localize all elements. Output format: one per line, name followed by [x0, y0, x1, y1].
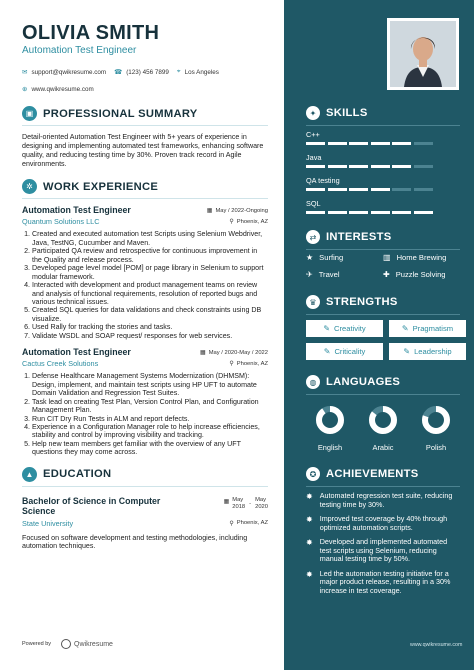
list-item: 4. Interacted with development and product management teams on review and analysis of functional requirements, resolution of reported bugs and various technical issues. [32, 281, 268, 306]
experience-title: WORK EXPERIENCE [43, 180, 159, 193]
language-item [310, 405, 350, 452]
site-footer[interactable]: www.qwikresume.com [410, 642, 463, 648]
interest-item [383, 270, 460, 279]
school-name: State University [22, 518, 74, 528]
degree: Bachelor of Science in Computer Science [22, 495, 161, 517]
achievements-title: ACHIEVEMENTS [326, 468, 419, 480]
skill-level-segment [392, 211, 411, 214]
education-location-text: Phoenix, AZ [236, 520, 268, 527]
skill-name: C++ [306, 130, 320, 139]
edu-start-month: May [232, 496, 244, 503]
strength-label: Criticality [334, 347, 366, 356]
skill-level-bar [306, 165, 460, 168]
skill-name: SQL [306, 199, 321, 208]
company-name: Cactus Creek Solutions [22, 359, 99, 369]
achievements-heading [306, 467, 460, 487]
award-icon: ✸ [306, 492, 313, 501]
summary-heading [22, 106, 268, 126]
medal-icon: ✪ [306, 467, 320, 481]
location-pin-icon: ⚲ [229, 219, 234, 226]
globe-icon: ◍ [306, 375, 320, 389]
skill-level-segment [371, 142, 390, 145]
pencil-icon: ✎ [403, 347, 411, 356]
skill-item [306, 153, 460, 168]
contact-email[interactable] [22, 68, 106, 76]
skill-level-segment [414, 188, 433, 191]
achievement-text: Developed and implemented automated test scripts using Selenium, reducing manual testing time by 50%. [319, 537, 448, 563]
skill-item [306, 176, 460, 191]
job-location [229, 218, 268, 225]
job-location-text: Phoenix, AZ [236, 360, 268, 367]
shuffle-icon: ⇄ [306, 230, 320, 244]
skill-level-segment [306, 188, 325, 191]
skill-level-segment [371, 188, 390, 191]
pencil-icon: ✎ [323, 347, 331, 356]
experience-heading [22, 179, 268, 199]
job-dates-text: May / 2020-May / 2022 [208, 349, 268, 356]
interest-label: Surfing [319, 253, 344, 262]
strengths-heading [306, 295, 460, 315]
candidate-name: OLIVIA SMITH [22, 22, 160, 44]
languages-list [306, 405, 460, 452]
location-pin-icon: ⌖ [176, 68, 181, 75]
strength-chip [306, 343, 383, 360]
skills-heading [306, 106, 460, 126]
brand-name[interactable]: Qwikresume [74, 640, 113, 648]
education-location [229, 520, 268, 527]
skill-level-segment [392, 142, 411, 145]
language-item [416, 405, 456, 452]
language-name: Polish [425, 443, 447, 452]
contact-phone[interactable] [114, 68, 169, 76]
languages-title: LANGUAGES [326, 376, 401, 388]
skill-item [306, 199, 460, 214]
skill-name: Java [306, 153, 322, 162]
skill-item [306, 130, 460, 145]
achievement-item [306, 492, 460, 509]
calendar-icon: ▦ [223, 498, 230, 505]
graduation-cap-icon: ▲ [22, 467, 37, 482]
plane-icon: ✈ [306, 270, 313, 279]
list-item: 1. Created and executed automation test Scripts using Selenium Webdriver, Java, TestNG, Cucumber and Maven. [32, 230, 268, 247]
skill-level-segment [371, 165, 390, 168]
skill-level-segment [349, 142, 368, 145]
pencil-icon: ✎ [323, 324, 331, 333]
award-icon: ✸ [306, 515, 313, 524]
job-dates [207, 207, 268, 214]
puzzle-icon: ✚ [383, 270, 390, 279]
strengths-title: STRENGTHS [326, 296, 398, 308]
calendar-icon: ▦ [206, 208, 213, 215]
skill-level-segment [349, 165, 368, 168]
interests-heading [306, 230, 460, 250]
interest-label: Travel [318, 270, 340, 279]
achievement-text: Led the automation testing initiative for a major product release, resulting in a 30% increase in test coverage. [319, 568, 451, 595]
link-icon: ⊕ [22, 86, 28, 93]
skills-title: SKILLS [326, 107, 368, 119]
skill-level-segment [328, 142, 347, 145]
list-item: 5. Created SQL queries for data validations and check constraints using DB visualize. [32, 306, 268, 323]
language-ring-fill [319, 409, 341, 431]
skill-level-bar [306, 211, 460, 214]
beer-icon: ▥ [383, 253, 391, 262]
language-name: Arabic [372, 443, 394, 452]
phone-icon: ☎ [114, 69, 123, 76]
education-heading [22, 467, 268, 487]
job-bullets [22, 372, 268, 457]
list-item: 2. Participated QA review and retrospective for continuous improvement in the Quality and release process. [32, 247, 268, 264]
contact-location [177, 68, 219, 76]
list-item: 7. Validate WSDL and SOAP request/ responses for web services. [32, 332, 268, 340]
list-item: 6. Used Rally for tracking the stories and tasks. [32, 323, 268, 331]
trophy-icon: ♛ [306, 295, 320, 309]
strength-label: Leadership [414, 347, 452, 356]
skill-level-segment [349, 211, 368, 214]
skill-level-segment [414, 142, 433, 145]
skill-level-segment [392, 165, 411, 168]
summary-text: Detail-oriented Automation Test Engineer with 5+ years of experience in designing and implementing automated test frameworks, enhancing software quality, and reducing testing time by 30%. Proven track record in Agile environments. [22, 133, 264, 169]
skill-name: QA testing [306, 176, 340, 185]
language-item [363, 405, 403, 452]
location-text: Los Angeles [184, 68, 219, 76]
interest-item [306, 270, 383, 279]
award-icon: ✸ [306, 569, 313, 579]
skill-level-bar [306, 188, 460, 191]
website-text: www.qwikresume.com [31, 85, 94, 93]
education-title: EDUCATION [43, 468, 112, 481]
interests-title: INTERESTS [326, 231, 392, 243]
strength-label: Creativity [334, 324, 366, 333]
interest-item [306, 253, 383, 262]
gear-icon: ✲ [22, 179, 37, 194]
interest-label: Home Brewing [396, 253, 447, 262]
skill-level-segment [328, 211, 347, 214]
job-title: Automation Test Engineer [22, 347, 131, 358]
mail-icon: ✉ [22, 69, 28, 76]
sidebar [284, 0, 474, 670]
phone-text: (123) 456 7899 [126, 68, 169, 76]
skill-level-segment [306, 165, 325, 168]
email-text: support@qwikresume.com [31, 68, 107, 76]
job-entry-2 [22, 347, 268, 457]
strength-label: Pragmatism [412, 324, 454, 333]
interests-list [306, 253, 460, 279]
education-dates: ▦ May 2018 - May 2020 [223, 496, 268, 510]
job-dates [200, 349, 268, 356]
interest-item [383, 253, 460, 262]
education-note: Focused on software development and testing methodologies, including automation techniques. [22, 533, 248, 551]
list-item: 5. Help new team members get familiar with the overview of any UFT questions they may come across. [32, 440, 268, 457]
location-pin-icon: ⚲ [229, 361, 234, 368]
location-pin-icon: ⚲ [229, 520, 234, 527]
edu-end-month: May [255, 496, 267, 503]
achievements-list [306, 492, 460, 601]
language-name: English [317, 443, 343, 452]
skill-level-segment [414, 165, 433, 168]
list-item: 3. Run CIT Dry Run Tests in ALM and report defects. [32, 415, 268, 423]
skill-level-segment [371, 211, 390, 214]
star-icon: ★ [306, 253, 314, 262]
job-entry-1 [22, 205, 268, 340]
list-item: 2. Task lead on creating Test Plan, Version Control Plan, and Configuration Management Plan. [32, 398, 268, 415]
pencil-icon: ✎ [401, 324, 409, 333]
powered-by-footer [22, 639, 113, 649]
powered-by-text: Powered by [22, 641, 52, 647]
language-level-ring [368, 405, 398, 435]
award-icon: ✸ [306, 538, 313, 547]
job-location [229, 360, 268, 367]
language-level-ring [315, 405, 345, 435]
achievement-item [306, 538, 460, 564]
company-name: Quantum Solutions LLC [22, 217, 100, 227]
summary-title: PROFESSIONAL SUMMARY [43, 107, 198, 120]
strengths-list [306, 320, 466, 360]
edu-start-year: 2018 [232, 503, 246, 510]
list-item: 3. Developed page level model [POM] or page library in Selenium to support modular framework. [32, 264, 268, 281]
list-item: 4. Experience in a Configuration Manager role to help increase efficiencies, stability and control by improving visibility and tracking. [32, 423, 268, 440]
briefcase-icon: ▣ [22, 106, 37, 121]
calendar-icon: ▦ [200, 350, 206, 357]
achievement-item [306, 570, 460, 596]
skill-level-segment [328, 165, 347, 168]
job-title: Automation Test Engineer [22, 205, 131, 216]
profile-photo [387, 18, 459, 90]
contact-website[interactable] [22, 85, 94, 93]
achievement-text: Automated regression test suite, reducing testing time by 30%. [319, 491, 453, 509]
skill-level-segment [349, 188, 368, 191]
languages-heading [306, 375, 460, 395]
strength-chip [389, 320, 466, 337]
edu-end-year: 2020 [255, 503, 268, 510]
interest-label: Puzzle Solving [395, 270, 446, 279]
list-item: 1. Defense Healthcare Management Systems Modernization (DHMSM): Design, implement, and maintain test scripts using HP UFT to automate Domain Validation and Regression Test Suites. [32, 372, 268, 397]
skill-level-segment [306, 211, 325, 214]
skill-level-bar [306, 142, 460, 145]
strength-chip [306, 320, 383, 337]
education-entry [22, 496, 268, 551]
qwikresume-logo-icon [61, 639, 71, 649]
contact-row-website [22, 84, 268, 94]
skill-level-segment [328, 188, 347, 191]
skill-level-segment [392, 188, 411, 191]
job-location-text: Phoenix, AZ [236, 218, 268, 225]
achievement-item [306, 515, 460, 532]
language-level-ring [421, 405, 451, 435]
candidate-title: Automation Test Engineer [22, 45, 137, 56]
skill-level-segment [306, 142, 325, 145]
contact-row [22, 67, 268, 77]
skill-level-segment [414, 211, 433, 214]
bulb-icon: ✦ [306, 106, 320, 120]
job-dates-text: May / 2022-Ongoing [215, 207, 268, 214]
job-bullets [22, 230, 268, 340]
achievement-text: Improved test coverage by 40% through optimized automation scripts. [319, 514, 448, 532]
strength-chip [389, 343, 466, 360]
